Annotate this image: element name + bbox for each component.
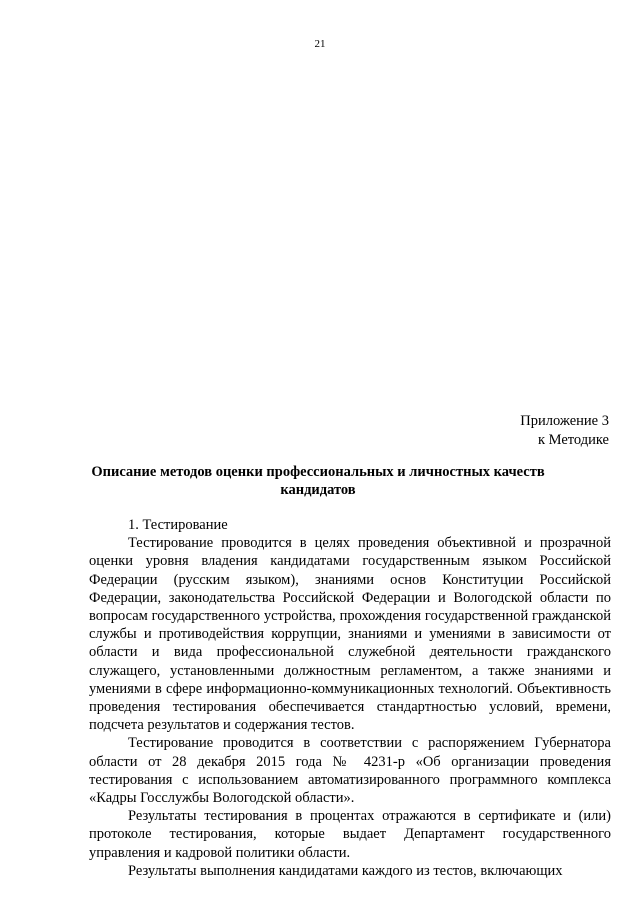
section-heading: 1. Тестирование [128, 517, 228, 533]
page-number: 21 [314, 38, 326, 50]
paragraph-testing-results: Результаты тестирования в процентах отражаются в сертификате и (или) протоколе тестирования, которые выдает Департамент государственного управления и кадровой политики области. [89, 808, 611, 861]
appendix-number: Приложение 3 [520, 413, 609, 429]
appendix-label [520, 412, 609, 450]
document-title: Описание методов оценки профессиональных и личностных качеств кандидатов [91, 464, 545, 498]
paragraph-results-continued: Результаты выполнения кандидатами каждого из тестов, включающих [128, 862, 563, 879]
paragraph-testing-order: Тестирование проводится в соответствии с распоряжением Губернатора области от 28 декабря 2015 года № 4231-р «Об организации проведения тестирования с использованием автоматизированного программного комплекса «Кадры Госслужбы Вологодской области». [89, 735, 611, 807]
paragraph-testing-purpose: Тестирование проводится в целях проведения объективной и прозрачной оценки уровня владения кандидатами государственным языком Российской Федерации (русским языком), знаниями основ Конституции Российской Федерации, законодательства Российской Федерации и Вологодской области по вопросам государственного устройства, прохождения государственной гражданской службы и противодействия коррупции, знаниями и умениями в зависимости от области и вида профессиональной служебной деятельности гражданского служащего, установленными должностным регламентом, а также знаниями и умениями в сфере информационно-коммуникационных технологий. Объективность проведения тестирования обеспечивается стандартностью условий, времени, подсчета результатов и содержания тестов. [89, 535, 611, 734]
appendix-reference: к Методике [537, 432, 609, 448]
document-body [89, 516, 611, 880]
